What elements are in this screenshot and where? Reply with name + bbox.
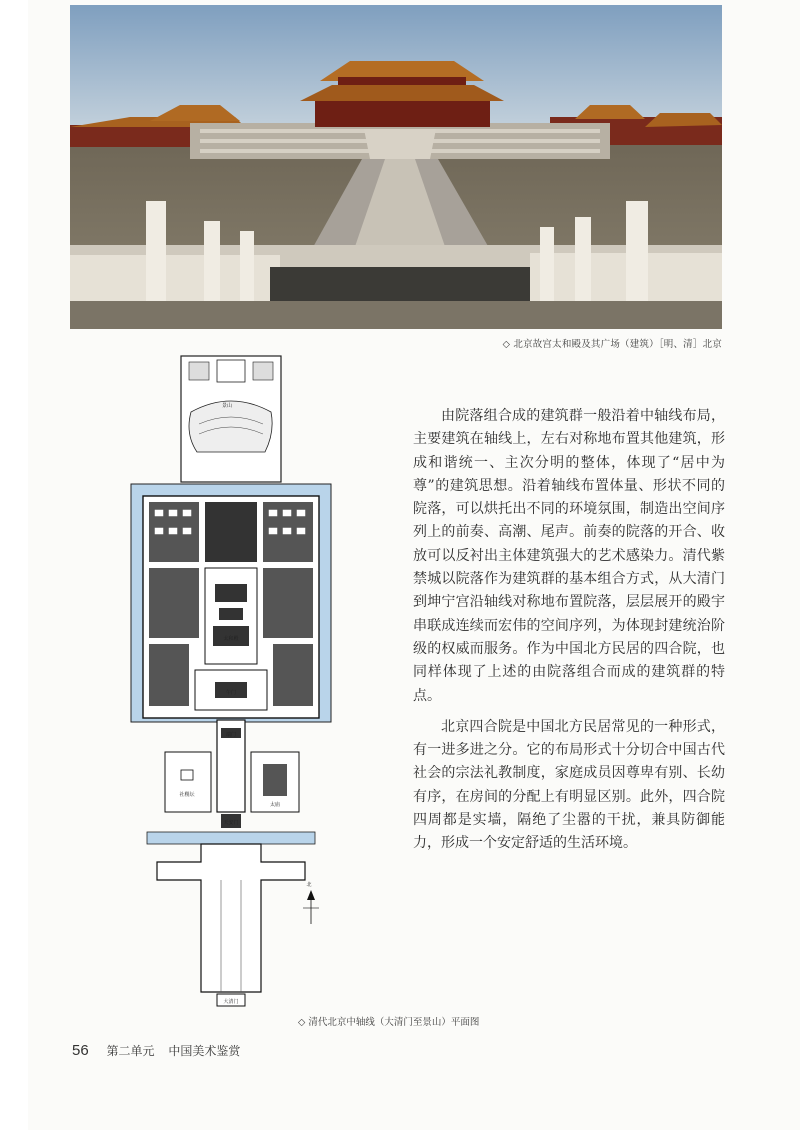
label-taimiao: 太庙 (269, 802, 281, 808)
label-jingshan: 景山 (221, 403, 233, 409)
label-duanmen: 端门 (225, 732, 237, 738)
label-taihedian: 太和殿 (223, 636, 239, 642)
label-shejitan: 社稷坛 (179, 792, 195, 798)
page-footer (72, 1042, 240, 1059)
paragraph-1: 由院落组合成的建筑群一般沿着中轴线布局，主要建筑在轴线上，左右对称地布置其他建筑，形成和谐统一、主次分明的整体，体现了“居中为尊”的建筑思想。沿着轴线布置体量、形状不同的院落，可以烘托出不同的环境氛围，制造出空间序列上的前奏、高潮、尾声。前奏的院落的开合、收放可以反衬出主体建筑强大的艺术感染力。清代紫禁城以院落作为建筑群的基本组合方式，从大清门到坤宁宫沿轴线对称地布置院落，层层展开的殿宇串联成连续而宏伟的空间序列，为体现封建统治阶级的权威而服务。作为中国北方民居的四合院，也同样体现了上述的由院落组合而成的建筑群的特点。 (413, 408, 725, 704)
central-axis-map (125, 352, 337, 1014)
label-tiananmen: 天安门 (223, 820, 239, 826)
body-text (413, 405, 725, 864)
palace-photo (70, 5, 722, 329)
photo-caption: ◇ 北京故宫太和殿及其广场（建筑）［明、清］北京 (502, 339, 722, 350)
book-title: 中国美术鉴赏 (168, 1044, 241, 1058)
unit-label: 第二单元 (106, 1044, 155, 1058)
label-daqingmen: 大清门 (223, 999, 239, 1005)
label-north: 北 (306, 882, 312, 888)
map-caption: ◇ 清代北京中轴线（大清门至景山）平面图 (298, 1017, 480, 1028)
page-number: 56 (72, 1042, 89, 1059)
label-wumen: 午门 (225, 690, 237, 696)
paragraph-2: 北京四合院是中国北方民居常见的一种形式，有一进多进之分。它的布局形式十分切合中国古代社会的宗法礼教制度，家庭成员因尊卑有别、长幼有序，在房间的分配上有明显区别。此外，四合院四周都是实墙，隔绝了尘嚣的干扰，兼具防御能力，形成一个安定舒适的生活环境。 (413, 718, 725, 852)
